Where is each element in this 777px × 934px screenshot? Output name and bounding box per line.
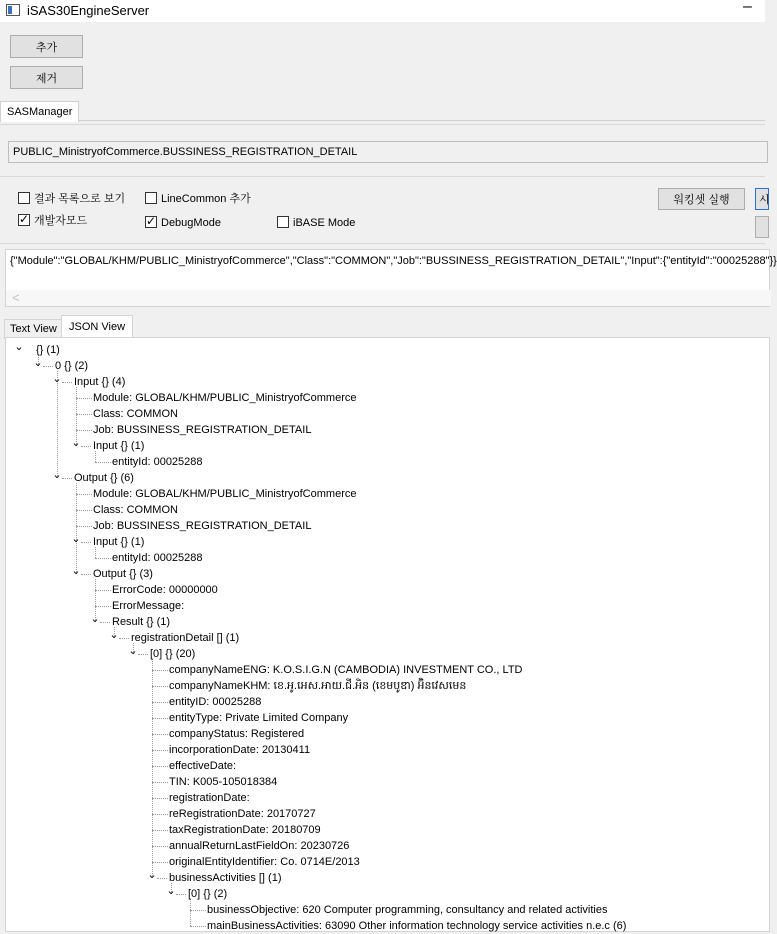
tree-node-label: Input {} (1) <box>93 536 145 548</box>
expand-chevron-icon[interactable]: ⌄ <box>109 629 119 641</box>
tree-branch-line <box>152 670 168 671</box>
tree-branch-line <box>152 750 168 751</box>
debug-mode-checkbox-box[interactable] <box>145 216 157 228</box>
view-as-list-label: 결과 목록으로 보기 <box>34 193 126 205</box>
json-tree-view[interactable] <box>5 337 770 932</box>
tree-leaf-node[interactable] <box>6 390 766 406</box>
tab-sasmanager[interactable]: SASManager <box>0 101 79 122</box>
tree-node-label: businessActivities [] (1) <box>169 872 282 884</box>
tree-node-label: Input {} (4) <box>74 376 126 388</box>
tree-node-expanded[interactable] <box>6 374 766 390</box>
tree-branch-line <box>157 878 167 879</box>
tree-node-label: Class: COMMON <box>93 504 178 516</box>
tree-node-expanded[interactable] <box>6 870 766 886</box>
tree-branch-line <box>100 622 110 623</box>
tree-leaf-node[interactable] <box>6 774 766 790</box>
tree-branch-line <box>152 814 168 815</box>
tree-node-expanded[interactable] <box>6 438 766 454</box>
tree-branch-line <box>152 718 168 719</box>
run-button-partial[interactable]: 시 <box>755 188 769 210</box>
view-as-list-checkbox[interactable] <box>18 192 125 206</box>
tree-branch-line <box>81 574 91 575</box>
tree-branch-line <box>95 606 111 607</box>
view-as-list-checkbox-box[interactable] <box>18 192 30 204</box>
tree-branch-line <box>152 766 168 767</box>
tree-node-expanded[interactable] <box>6 614 766 630</box>
tree-leaf-node[interactable] <box>6 758 766 774</box>
app-window-icon <box>6 4 20 16</box>
tree-branch-line <box>95 558 111 559</box>
tree-node-expanded[interactable] <box>6 534 766 550</box>
tree-leaf-node[interactable] <box>6 742 766 758</box>
expand-chevron-icon[interactable]: ⌄ <box>14 341 24 353</box>
tree-branch-line <box>76 526 92 527</box>
expand-chevron-icon[interactable]: ⌄ <box>90 613 100 625</box>
dev-mode-checkbox[interactable] <box>18 214 87 228</box>
expand-chevron-icon[interactable]: ⌄ <box>147 869 157 881</box>
tree-node-label: companyStatus: Registered <box>169 728 305 740</box>
tree-node-label: Output {} (3) <box>93 568 153 580</box>
tree-node-label: effectiveDate: <box>169 760 237 772</box>
tree-node-label: incorporationDate: 20130411 <box>169 744 311 756</box>
tree-node-label: ErrorMessage: <box>112 600 185 612</box>
debug-mode-checkbox[interactable] <box>145 216 221 230</box>
tree-node-label: businessObjective: 620 Computer programming, consultancy and related activities <box>207 904 608 916</box>
tree-node-label: annualReturnLastFieldOn: 20230726 <box>169 840 350 852</box>
tree-leaf-node[interactable] <box>6 694 766 710</box>
tree-node-label: registrationDate: <box>169 792 250 804</box>
title-bar <box>0 0 765 22</box>
tree-node-expanded[interactable] <box>6 342 766 358</box>
tree-node-expanded[interactable] <box>6 566 766 582</box>
tree-branch-line <box>95 462 111 463</box>
expand-chevron-icon[interactable]: ⌄ <box>71 437 81 449</box>
linecommon-add-label: LineCommon 추가 <box>161 193 251 205</box>
module-path-field[interactable]: PUBLIC_MinistryofCommerce.BUSSINESS_REGISTRATION_DETAIL <box>8 141 768 163</box>
minimize-icon[interactable]: – <box>743 0 752 15</box>
tree-branch-line <box>176 894 186 895</box>
tree-node-label: Output {} (6) <box>74 472 134 484</box>
tree-leaf-node[interactable] <box>6 550 766 566</box>
tree-branch-line <box>152 734 168 735</box>
secondary-button-partial[interactable] <box>755 216 769 238</box>
tree-leaf-node[interactable] <box>6 422 766 438</box>
tree-leaf-node[interactable] <box>6 726 766 742</box>
expand-chevron-icon[interactable]: ⌄ <box>52 373 62 385</box>
dev-mode-checkbox-box[interactable] <box>18 214 30 226</box>
window-title: iSAS30EngineServer <box>27 3 150 18</box>
ibase-mode-label: iBASE Mode <box>293 217 356 229</box>
ibase-mode-checkbox-box[interactable] <box>277 216 289 228</box>
linecommon-add-checkbox[interactable] <box>145 192 251 206</box>
tree-node-label: Job: BUSSINESS_REGISTRATION_DETAIL <box>93 520 312 532</box>
request-json-textarea[interactable] <box>5 249 777 307</box>
expand-chevron-icon[interactable]: ⌄ <box>71 565 81 577</box>
tree-branch-line <box>119 638 129 639</box>
tree-leaf-node[interactable] <box>6 790 766 806</box>
tree-node-label: entityId: 00025288 <box>112 552 203 564</box>
tree-node-label: entityType: Private Limited Company <box>169 712 349 724</box>
tree-node-label: 0 {} (2) <box>55 360 89 372</box>
tree-node-label: mainBusinessActivities: 63090 Other information technology service activities n.e.c (6) <box>207 920 627 932</box>
tree-branch-line <box>62 478 72 479</box>
tree-node-label: taxRegistrationDate: 20180709 <box>169 824 321 836</box>
tree-branch-line <box>190 926 206 927</box>
tree-branch-line <box>76 398 92 399</box>
panel-divider <box>0 176 765 177</box>
tree-branch-line <box>152 702 168 703</box>
tree-branch-line <box>190 910 206 911</box>
tree-leaf-node[interactable] <box>6 678 766 694</box>
tree-node-expanded[interactable] <box>6 630 766 646</box>
tree-node-expanded[interactable] <box>6 470 766 486</box>
ibase-mode-checkbox[interactable] <box>277 216 355 230</box>
tree-leaf-node[interactable] <box>6 918 766 934</box>
tree-node-label: originalEntityIdentifier: Co. 0714E/2013 <box>169 856 360 868</box>
remove-button[interactable]: 제거 <box>10 66 83 89</box>
tree-leaf-node[interactable] <box>6 662 766 678</box>
tree-node-label: companyNameKHM: ខេ.អូ.អេស.អាយ.ជី.អិន (ខេមបូឌា) អ៊ិនវេសមេន <box>169 680 467 692</box>
run-workset-button[interactable]: 워킹셋 실행 <box>658 188 745 210</box>
tree-node-label: {} (1) <box>36 344 60 356</box>
tree-branch-line <box>152 862 168 863</box>
linecommon-add-checkbox-box[interactable] <box>145 192 157 204</box>
tree-leaf-node[interactable] <box>6 502 766 518</box>
tree-leaf-node[interactable] <box>6 854 766 870</box>
tree-branch-line <box>76 494 92 495</box>
expand-chevron-icon[interactable]: ⌄ <box>128 645 138 657</box>
tree-node-label: registrationDetail [] (1) <box>131 632 240 644</box>
expand-chevron-icon[interactable]: ⌄ <box>71 533 81 545</box>
tree-node-label: ErrorCode: 00000000 <box>112 584 218 596</box>
tree-leaf-node[interactable] <box>6 518 766 534</box>
tab-json-view[interactable]: JSON View <box>61 315 133 339</box>
tree-leaf-node[interactable] <box>6 406 766 422</box>
tree-branch-line <box>43 366 53 367</box>
tree-branch-line <box>76 414 92 415</box>
tree-branch-line <box>138 654 148 655</box>
tree-branch-line <box>152 686 168 687</box>
tree-branch-line <box>76 510 92 511</box>
tree-branch-line <box>152 798 168 799</box>
tree-node-label: Job: BUSSINESS_REGISTRATION_DETAIL <box>93 424 312 436</box>
scroll-left-icon[interactable]: < <box>12 290 20 305</box>
tree-node-label: [0] {} (20) <box>150 648 196 660</box>
tab-panel-border <box>0 120 765 121</box>
tree-leaf-node[interactable] <box>6 838 766 854</box>
tree-node-label: Module: GLOBAL/KHM/PUBLIC_MinistryofCommerce <box>93 488 357 500</box>
tree-branch-line <box>81 542 91 543</box>
tree-node-label: Module: GLOBAL/KHM/PUBLIC_MinistryofCommerce <box>93 392 357 404</box>
tree-leaf-node[interactable] <box>6 582 766 598</box>
tree-leaf-node[interactable] <box>6 454 766 470</box>
tree-leaf-node[interactable] <box>6 710 766 726</box>
tree-node-label: TIN: K005-105018384 <box>169 776 278 788</box>
expand-chevron-icon[interactable]: ⌄ <box>166 885 176 897</box>
request-json-text: {"Module":"GLOBAL/KHM/PUBLIC_MinistryofCommerce","Class":"COMMON","Job":"BUSSINESS_REGISTRATION_DETAIL","Input":{"entityId":"00025288"}} <box>10 255 777 267</box>
tree-node-label: reRegistrationDate: 20170727 <box>169 808 316 820</box>
add-button[interactable]: 추가 <box>10 35 83 58</box>
tree-node-label: Input {} (1) <box>93 440 145 452</box>
tree-leaf-node[interactable] <box>6 902 766 918</box>
tree-node-expanded[interactable] <box>6 358 766 374</box>
tree-leaf-node[interactable] <box>6 822 766 838</box>
tree-node-expanded[interactable] <box>6 646 766 662</box>
debug-mode-label: DebugMode <box>161 217 221 229</box>
tree-branch-line <box>76 430 92 431</box>
tree-node-label: Result {} (1) <box>112 616 171 628</box>
tree-node-expanded[interactable] <box>6 886 766 902</box>
tree-leaf-node[interactable] <box>6 486 766 502</box>
tree-node-label: entityId: 00025288 <box>112 456 203 468</box>
tree-branch-line <box>95 590 111 591</box>
tree-branch-line <box>152 782 168 783</box>
tree-node-label: companyNameENG: K.O.S.I.G.N (CAMBODIA) INVESTMENT CO., LTD <box>169 664 523 676</box>
tree-branch-line <box>152 846 168 847</box>
tree-branch-line <box>152 830 168 831</box>
tab-text-view[interactable]: Text View <box>4 319 63 339</box>
expand-chevron-icon[interactable]: ⌄ <box>33 357 43 369</box>
tree-branch-line <box>81 446 91 447</box>
tree-branch-line <box>62 382 72 383</box>
dev-mode-label: 개발자모드 <box>34 215 88 227</box>
tree-leaf-node[interactable] <box>6 806 766 822</box>
tree-node-label: entityID: 00025288 <box>169 696 262 708</box>
horizontal-scrollbar[interactable] <box>6 290 771 306</box>
tree-node-label: Class: COMMON <box>93 408 178 420</box>
expand-chevron-icon[interactable]: ⌄ <box>52 469 62 481</box>
panel-divider <box>0 243 765 244</box>
tree-leaf-node[interactable] <box>6 598 766 614</box>
tree-node-label: [0] {} (2) <box>188 888 228 900</box>
panel-divider <box>0 124 765 125</box>
